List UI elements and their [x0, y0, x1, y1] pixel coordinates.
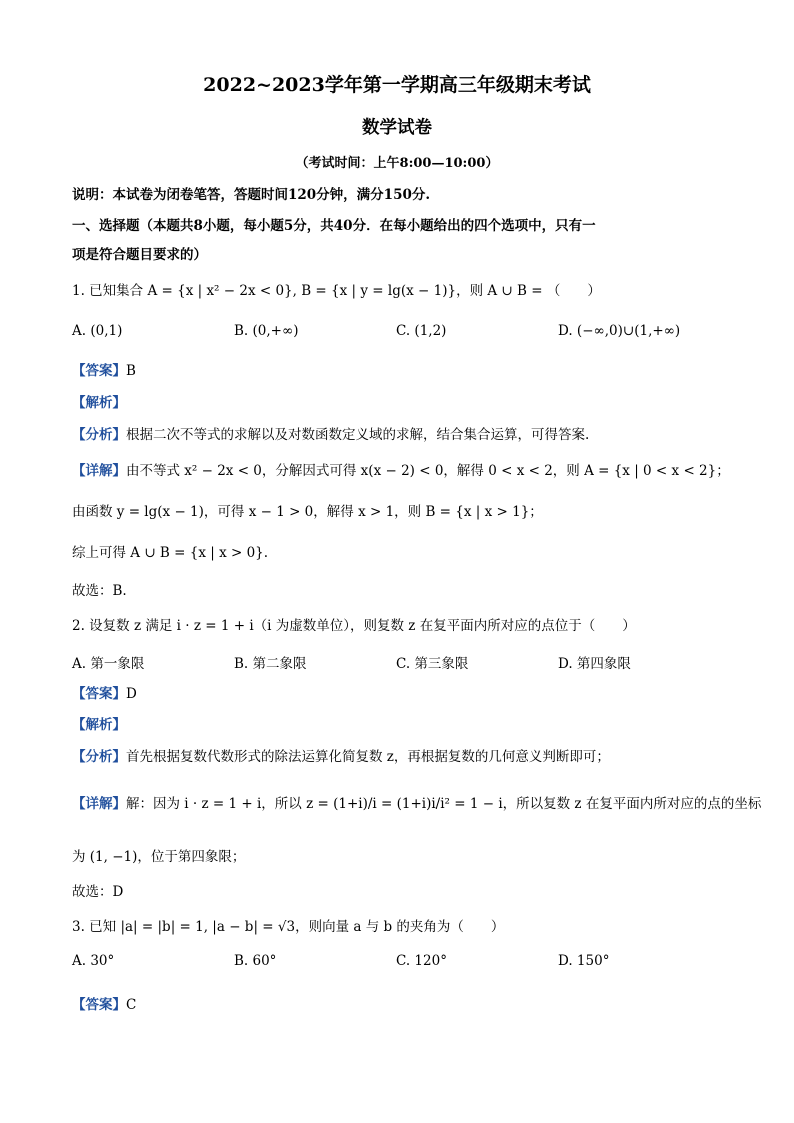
answer-tag: 【答案】	[72, 363, 126, 379]
page-title: 2022~2023学年第一学期高三年级期末考试	[203, 74, 591, 96]
page-subtitle: 数学试卷	[362, 118, 432, 138]
q3-option-b: B. 60°	[234, 953, 277, 969]
q3-stem: 3. 已知 |a| = |b| = 1, |a − b| = √3，则向量 a 与 b 的夹角为（ ）	[72, 919, 505, 935]
q2-choice: 故选：D	[72, 884, 124, 900]
section-heading-line1: 一、选择题（本题共8小题，每小题5分，共40分．在每小题给出的四个选项中，只有一	[72, 218, 596, 234]
q2-option-b: B. 第二象限	[234, 656, 307, 672]
q3-option-a: A. 30°	[72, 953, 115, 969]
analysis-tag: 【解析】	[72, 717, 126, 733]
xiangjie-tag: 【详解】	[72, 796, 126, 812]
section-heading-line2: 项是符合题目要求的）	[72, 247, 207, 263]
q2-option-a: A. 第一象限	[72, 656, 145, 672]
q2-stem: 2. 设复数 z 满足 i · z = 1 + i（i 为虚数单位），则复数 z 在复平面内所对应的点位于（ ）	[72, 618, 636, 634]
q3-option-c: C. 120°	[396, 953, 447, 969]
answer-value: B	[126, 363, 136, 379]
exam-time: （考试时间：上午8:00—10:00）	[295, 156, 499, 171]
answer-tag: 【答案】	[72, 686, 126, 702]
q3-option-d: D. 150°	[558, 953, 610, 969]
q1-option-d: D. (−∞,0)∪(1,+∞)	[558, 323, 681, 339]
q1-detail-line3: 综上可得 A ∪ B = {x | x > 0}.	[72, 545, 269, 561]
detail-text: 由不等式 x² − 2x < 0，分解因式可得 x(x − 2) < 0，解得 0 < x < 2，则 A = {x | 0 < x < 2}；	[126, 463, 730, 479]
q1-answer	[72, 359, 136, 379]
q2-option-d: D. 第四象限	[558, 656, 631, 672]
q1-option-c: C. (1,2)	[396, 323, 447, 339]
q2-detail-line1	[72, 792, 761, 812]
instructions: 说明：本试卷为闭卷笔答，答题时间120分钟，满分150分.	[72, 187, 431, 203]
answer-value: C	[126, 997, 137, 1013]
q2-analysis-heading	[72, 713, 126, 733]
fenxi-tag: 【分析】	[72, 749, 126, 765]
q1-fenxi	[72, 423, 589, 443]
q1-stem: 1. 已知集合 A = {x | x² − 2x < 0}, B = {x | y = lg(x − 1)}，则 A ∪ B = （ ）	[72, 283, 601, 299]
detail-text: 解：因为 i · z = 1 + i，所以 z = (1+i)/i = (1+i)i/i² = 1 − i，所以复数 z 在复平面内所对应的点的坐标	[126, 796, 762, 812]
q1-option-b: B. (0,+∞)	[234, 323, 299, 339]
fenxi-text: 首先根据复数代数形式的除法运算化简复数 z，再根据复数的几何意义判断即可；	[126, 749, 610, 765]
q1-detail-line1	[72, 459, 730, 479]
xiangjie-tag: 【详解】	[72, 463, 126, 479]
q2-detail-line2: 为 (1, −1)，位于第四象限；	[72, 849, 246, 865]
answer-value: D	[126, 686, 137, 702]
analysis-tag: 【解析】	[72, 395, 126, 411]
q2-option-c: C. 第三象限	[396, 656, 469, 672]
answer-tag: 【答案】	[72, 997, 126, 1013]
q3-answer	[72, 993, 136, 1013]
q1-detail-line2: 由函数 y = lg(x − 1)，可得 x − 1 > 0，解得 x > 1，则 B = {x | x > 1}；	[72, 504, 543, 520]
q2-fenxi	[72, 745, 610, 765]
q1-option-a: A. (0,1)	[72, 323, 123, 339]
fenxi-tag: 【分析】	[72, 427, 126, 443]
q1-choice: 故选：B.	[72, 583, 127, 599]
q1-analysis-heading	[72, 391, 126, 411]
q2-answer	[72, 682, 137, 702]
fenxi-text: 根据二次不等式的求解以及对数函数定义域的求解，结合集合运算，可得答案.	[126, 427, 590, 443]
